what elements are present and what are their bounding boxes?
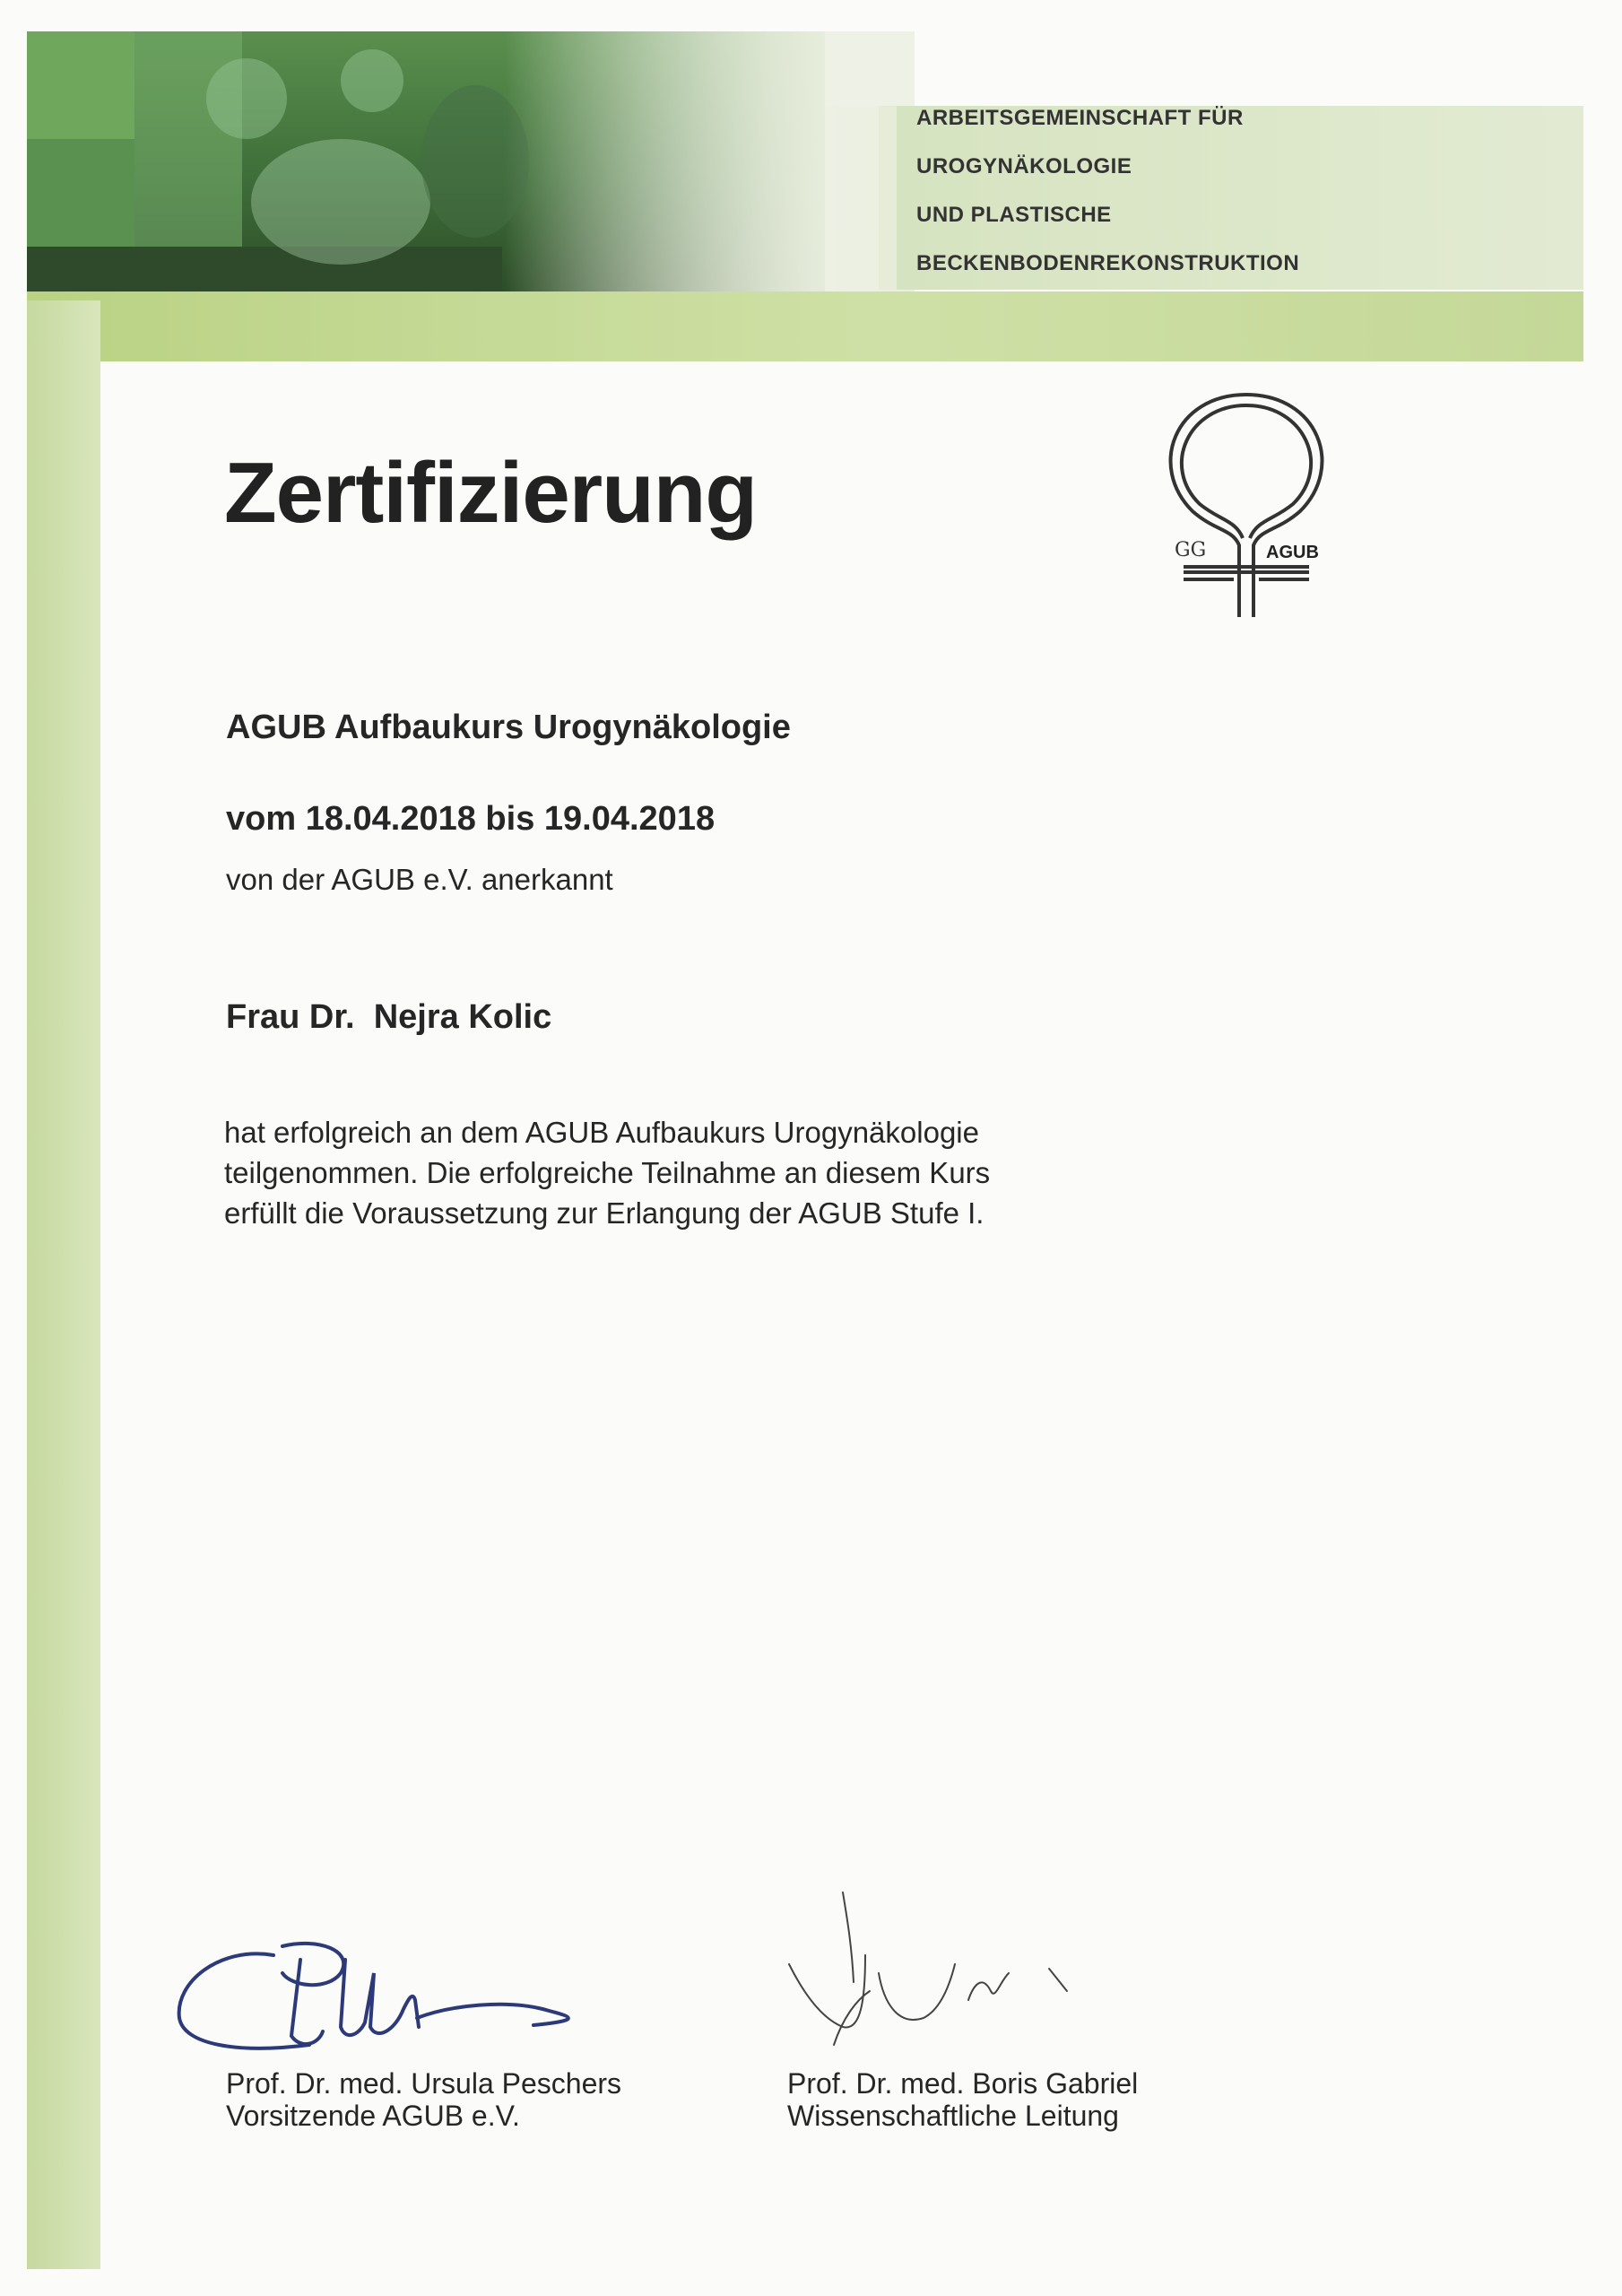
signer-name: Prof. Dr. med. Ursula Peschers bbox=[226, 2067, 622, 2100]
org-line-4: BECKENBODENREKONSTRUKTION bbox=[916, 251, 1300, 275]
body-line: hat erfolgreich an dem AGUB Aufbaukurs Urogynäkologie bbox=[224, 1116, 979, 1149]
org-line-2: UROGYNÄKOLOGIE bbox=[916, 154, 1132, 178]
body-line: erfüllt die Voraussetzung zur Erlangung der AGUB Stufe I. bbox=[224, 1196, 984, 1230]
logo-monogram: GG bbox=[1175, 539, 1207, 561]
org-line-1: ARBEITSGEMEINSCHAFT FÜR bbox=[916, 106, 1244, 130]
org-line-3: UND PLASTISCHE bbox=[916, 203, 1112, 227]
signature-block-1 bbox=[226, 2067, 621, 2132]
signer-role: Vorsitzende AGUB e.V. bbox=[226, 2100, 520, 2132]
logo-text: AGUB bbox=[1266, 543, 1319, 562]
signature-peschers bbox=[166, 1919, 695, 2072]
page-title: Zertifizierung bbox=[224, 445, 758, 541]
organization-box bbox=[897, 106, 1583, 290]
signer-role: Wissenschaftliche Leitung bbox=[787, 2100, 1119, 2132]
side-band bbox=[27, 300, 100, 2269]
body-line: teilgenommen. Die erfolgreiche Teilnahme an diesem Kurs bbox=[224, 1156, 991, 1189]
agub-logo bbox=[1139, 377, 1354, 628]
course-dates: vom 18.04.2018 bis 19.04.2018 bbox=[226, 800, 716, 838]
header-square bbox=[825, 31, 915, 106]
course-name: AGUB Aufbaukurs Urogynäkologie bbox=[226, 709, 791, 746]
signature-gabriel bbox=[780, 1883, 1210, 2063]
certificate-body bbox=[224, 1112, 1390, 1233]
recognition-note: von der AGUB e.V. anerkannt bbox=[226, 863, 613, 896]
participant-name: Frau Dr. Nejra Kolic bbox=[226, 998, 552, 1036]
header-band bbox=[27, 291, 1583, 361]
signature-block-2 bbox=[787, 2067, 1138, 2132]
signer-name: Prof. Dr. med. Boris Gabriel bbox=[787, 2067, 1139, 2100]
